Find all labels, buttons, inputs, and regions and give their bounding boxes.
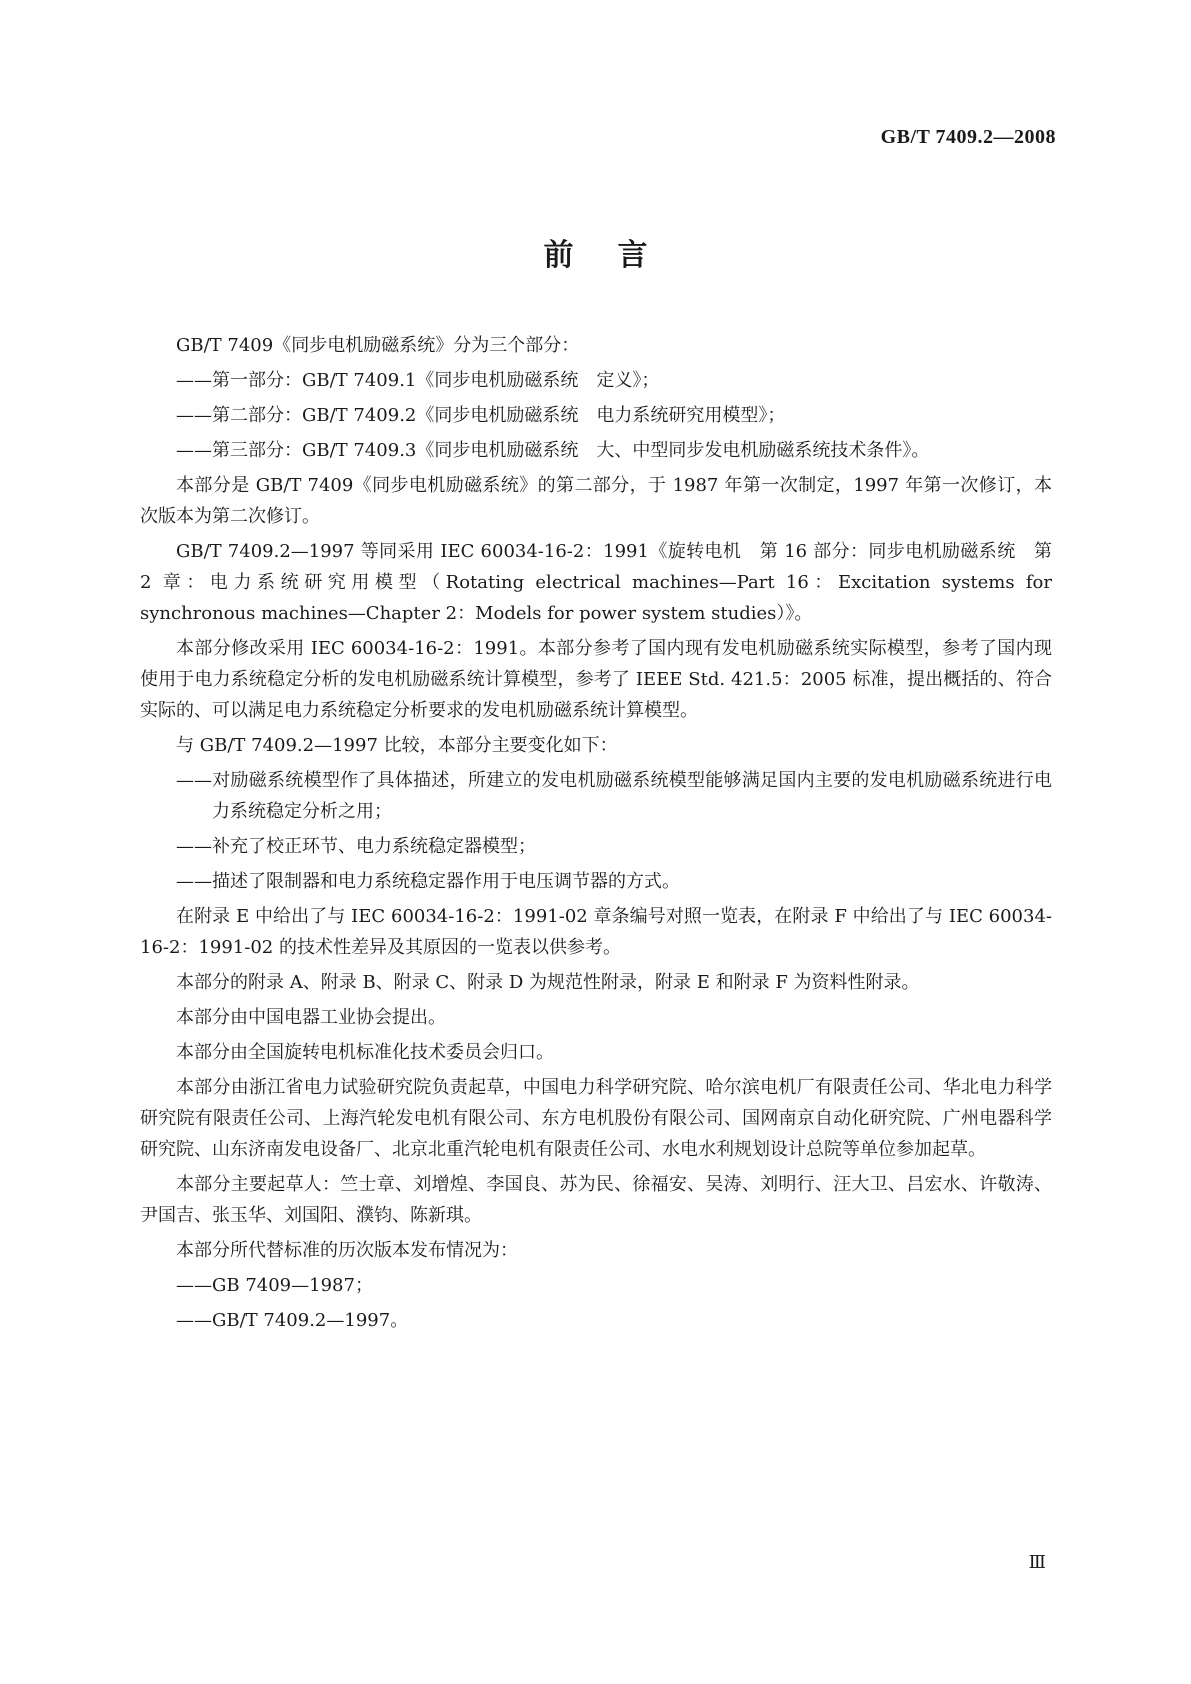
- dash-item-text: GB 7409—1987；: [212, 1275, 373, 1296]
- body-paragraph: 本部分由浙江省电力试验研究院负责起草，中国电力科学研究院、哈尔滨电机厂有限责任公司、华北电力科学研究院有限责任公司、上海汽轮发电机有限公司、东方电机股份有限公司、国网南京自动化研究院、广州电器科学研究院、山东济南发电设备厂、北京北重汽轮电机有限责任公司、水电水利规划设计总院等单位参加起草。: [140, 1077, 1052, 1160]
- standard-number: GB/T 7409.2—2008: [880, 126, 1056, 148]
- dash-item-text: 第一部分：GB/T 7409.1《同步电机励磁系统 定义》；: [212, 370, 660, 391]
- dash-mark: ——: [176, 440, 212, 461]
- dash-list-item: [140, 866, 1052, 897]
- dash-item-text: 对励磁系统模型作了具体描述，所建立的发电机励磁系统模型能够满足国内主要的发电机励磁系统进行电力系统稳定分析之用；: [212, 770, 1052, 822]
- body-paragraph: 与 GB/T 7409.2—1997 比较，本部分主要变化如下：: [176, 735, 618, 756]
- dash-item-text: 第二部分：GB/T 7409.2《同步电机励磁系统 电力系统研究用模型》；: [212, 405, 786, 426]
- body-paragraph: 本部分由中国电器工业协会提出。: [176, 1007, 446, 1028]
- body-paragraph: 本部分由全国旋转电机标准化技术委员会归口。: [176, 1042, 554, 1063]
- dash-item-text: 第三部分：GB/T 7409.3《同步电机励磁系统 大、中型同步发电机励磁系统技术条件》。: [212, 440, 930, 461]
- dash-mark: ——: [176, 405, 212, 426]
- dash-list-item: [140, 1305, 1052, 1336]
- body-paragraph: 本部分的附录 A、附录 B、附录 C、附录 D 为规范性附录，附录 E 和附录 F 为资料性附录。: [176, 972, 920, 993]
- body-paragraph: GB/T 7409.2—1997 等同采用 IEC 60034-16-2：1991《旋转电机 第 16 部分：同步电机励磁系统 第 2 章：电力系统研究用模型（Rotating electrical machines—Part 16：Excitation systems for synchronous machines—Chapter 2：Models for power system studies）》。: [140, 541, 1052, 624]
- dash-mark: ——: [176, 871, 212, 892]
- dash-mark: ——: [176, 836, 212, 857]
- dash-list-item: [140, 365, 1052, 396]
- dash-mark: ——: [176, 770, 212, 791]
- body-paragraph: 本部分是 GB/T 7409《同步电机励磁系统》的第二部分，于 1987 年第一次制定，1997 年第一次修订，本次版本为第二次修订。: [140, 475, 1052, 527]
- dash-list-item: [140, 400, 1052, 431]
- body-paragraph: 本部分修改采用 IEC 60034-16-2：1991。本部分参考了国内现有发电机励磁系统实际模型，参考了国内现使用于电力系统稳定分析的发电机励磁系统计算模型，参考了 IEEE Std. 421.5：2005 标准，提出概括的、符合实际的、可以满足电力系统稳定分析要求的发电机励磁系统计算模型。: [140, 638, 1052, 721]
- page-title: 前言: [543, 238, 692, 273]
- page-number: Ⅲ: [1028, 1552, 1046, 1572]
- body-paragraph: 本部分所代替标准的历次版本发布情况为：: [176, 1240, 518, 1261]
- dash-list-item: [140, 765, 1052, 827]
- body-paragraph: 在附录 E 中给出了与 IEC 60034-16-2：1991-02 章条编号对照一览表，在附录 F 中给出了与 IEC 60034-16-2：1991-02 的技术性差异及其原因的一览表以供参考。: [140, 906, 1052, 958]
- dash-item-text: 补充了校正环节、电力系统稳定器模型；: [212, 836, 536, 857]
- dash-item-text: 描述了限制器和电力系统稳定器作用于电压调节器的方式。: [212, 871, 680, 892]
- foreword-body: [140, 330, 1052, 1340]
- dash-mark: ——: [176, 1310, 212, 1331]
- dash-list-item: [140, 435, 1052, 466]
- dash-mark: ——: [176, 1275, 212, 1296]
- dash-list-item: [140, 1270, 1052, 1301]
- dash-item-text: GB/T 7409.2—1997。: [212, 1310, 409, 1331]
- dash-list-item: [140, 831, 1052, 862]
- body-paragraph: GB/T 7409《同步电机励磁系统》分为三个部分：: [176, 335, 580, 356]
- body-paragraph: 本部分主要起草人：竺士章、刘增煌、李国良、苏为民、徐福安、吴涛、刘明行、汪大卫、吕宏水、许敬涛、尹国吉、张玉华、刘国阳、濮钧、陈新琪。: [140, 1174, 1052, 1226]
- dash-mark: ——: [176, 370, 212, 391]
